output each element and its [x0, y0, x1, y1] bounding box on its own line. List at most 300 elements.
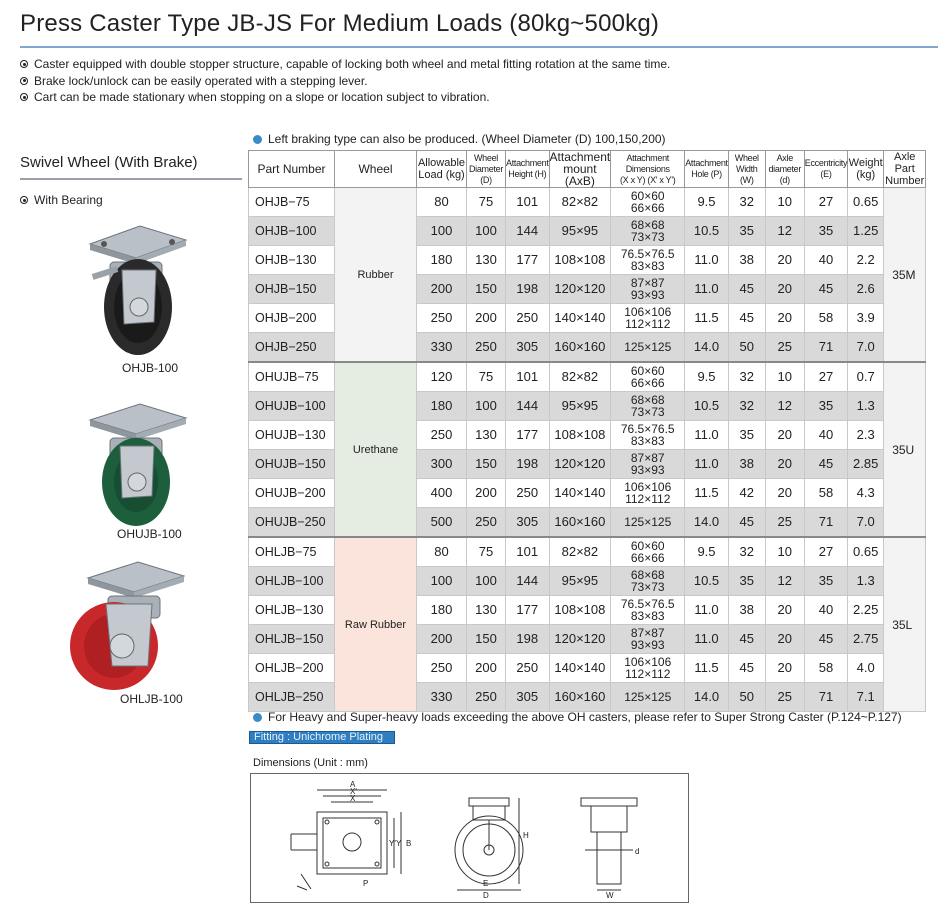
axle-cell: 20	[765, 421, 804, 450]
load-cell: 100	[417, 217, 467, 246]
dimension-drawing-svg	[251, 774, 688, 902]
image-caption: OHUJB-100	[117, 527, 182, 541]
attachment-dim-xy2: 83×83	[630, 259, 665, 273]
axle-cell: 20	[765, 479, 804, 508]
diam-cell: 250	[467, 508, 506, 538]
part-number-cell: OHLJB−100	[249, 567, 335, 596]
attachment-dim-xy2: 66×66	[630, 551, 665, 565]
with-bearing-text: With Bearing	[34, 193, 103, 207]
ecc-cell: 35	[804, 567, 847, 596]
mount-cell: 120×120	[549, 625, 611, 654]
dim-label-e: E	[483, 879, 489, 888]
weight-cell: 2.25	[848, 596, 884, 625]
weight-cell: 7.0	[848, 333, 884, 363]
load-cell: 300	[417, 450, 467, 479]
hole-cell: 9.5	[685, 537, 729, 567]
diam-cell: 200	[467, 654, 506, 683]
weight-cell: 4.3	[848, 479, 884, 508]
feature-text: Caster equipped with double stopper structure, capable of locking both wheel and metal fitting rotation at the same time.	[34, 57, 671, 71]
attachment-dimensions-cell	[611, 508, 685, 538]
width-cell: 35	[728, 217, 765, 246]
weight-cell: 1.3	[848, 392, 884, 421]
weight-cell: 3.9	[848, 304, 884, 333]
attachment-dimensions-cell	[611, 188, 685, 217]
diam-cell: 100	[467, 567, 506, 596]
width-cell: 45	[728, 625, 765, 654]
weight-cell: 4.0	[848, 654, 884, 683]
axle-cell: 20	[765, 304, 804, 333]
diam-cell: 130	[467, 596, 506, 625]
load-cell: 250	[417, 304, 467, 333]
ecc-cell: 27	[804, 537, 847, 567]
attachment-dim-xy: 125×125	[624, 515, 672, 529]
weight-cell: 2.6	[848, 275, 884, 304]
width-cell: 35	[728, 421, 765, 450]
weight-cell: 2.75	[848, 625, 884, 654]
col-attachment-height: Attachment Height (H)	[506, 151, 550, 188]
page-title: Press Caster Type JB-JS For Medium Loads (80kg~500kg)	[20, 10, 660, 37]
dim-label-w: W	[606, 891, 614, 900]
width-cell: 38	[728, 450, 765, 479]
mount-cell: 82×82	[549, 362, 611, 392]
width-cell: 35	[728, 567, 765, 596]
dimensions-label: Dimensions (Unit : mm)	[253, 757, 368, 769]
hole-cell: 11.0	[685, 625, 729, 654]
height-cell: 250	[506, 654, 550, 683]
caster-image-black	[82, 212, 190, 362]
col-wheel-width: Wheel Width (W)	[728, 151, 765, 188]
load-cell: 120	[417, 362, 467, 392]
note-left-braking	[253, 132, 666, 146]
part-number-cell: OHJB−250	[249, 333, 335, 363]
attachment-dimensions-cell	[611, 537, 685, 567]
hole-cell: 9.5	[685, 188, 729, 217]
ecc-cell: 45	[804, 450, 847, 479]
attachment-dim-xy2: 112×112	[625, 667, 671, 681]
col-eccentricity: Eccentricity (E)	[804, 151, 847, 188]
height-cell: 177	[506, 421, 550, 450]
mount-cell: 95×95	[549, 392, 611, 421]
attachment-dimensions-cell	[611, 275, 685, 304]
mount-cell: 82×82	[549, 537, 611, 567]
section-divider	[20, 178, 242, 180]
part-number-cell: OHUJB−75	[249, 362, 335, 392]
weight-cell: 0.7	[848, 362, 884, 392]
part-number-cell: OHUJB−200	[249, 479, 335, 508]
dim-label-p: P	[363, 879, 369, 888]
weight-cell: 7.1	[848, 683, 884, 712]
table-header-row	[249, 151, 926, 188]
col-weight: Weight (kg)	[848, 151, 884, 188]
title-divider	[20, 46, 938, 48]
hole-cell: 11.5	[685, 304, 729, 333]
image-caption: OHLJB-100	[120, 692, 183, 706]
width-cell: 38	[728, 596, 765, 625]
ecc-cell: 40	[804, 421, 847, 450]
attachment-dim-xy: 76.5×76.5	[620, 247, 675, 261]
attachment-dim-xy2: 93×93	[630, 463, 665, 477]
feature-list	[20, 56, 670, 106]
ecc-cell: 35	[804, 392, 847, 421]
height-cell: 305	[506, 508, 550, 538]
radio-bullet-icon	[20, 60, 28, 68]
mount-cell: 108×108	[549, 596, 611, 625]
height-cell: 101	[506, 537, 550, 567]
caster-image-green	[82, 400, 190, 530]
diam-cell: 130	[467, 421, 506, 450]
load-cell: 80	[417, 537, 467, 567]
feature-text: Cart can be made stationary when stopping on a slope or location subject to vibration.	[34, 90, 490, 104]
height-cell: 305	[506, 683, 550, 712]
load-cell: 500	[417, 508, 467, 538]
dim-label-y: Y	[396, 839, 402, 848]
note-text: For Heavy and Super-heavy loads exceeding the above OH casters, please refer to Super Strong Caster (P.124~P.127)	[268, 710, 902, 724]
attachment-dimensions-cell	[611, 392, 685, 421]
height-cell: 101	[506, 188, 550, 217]
hole-cell: 11.0	[685, 450, 729, 479]
ecc-cell: 27	[804, 188, 847, 217]
attachment-dimensions-cell	[611, 304, 685, 333]
width-cell: 32	[728, 188, 765, 217]
wheel-material-cell: Rubber	[335, 188, 417, 363]
attachment-dimensions-cell	[611, 654, 685, 683]
diam-cell: 250	[467, 333, 506, 363]
wheel-material-cell: Urethane	[335, 362, 417, 537]
diam-cell: 100	[467, 392, 506, 421]
dim-label-b: B	[406, 839, 412, 848]
height-cell: 198	[506, 450, 550, 479]
part-number-cell: OHUJB−150	[249, 450, 335, 479]
weight-cell: 1.3	[848, 567, 884, 596]
hole-cell: 11.0	[685, 596, 729, 625]
height-cell: 177	[506, 596, 550, 625]
dim-label-axle-d: d	[635, 847, 640, 856]
width-cell: 42	[728, 479, 765, 508]
axle-cell: 10	[765, 188, 804, 217]
hole-cell: 10.5	[685, 217, 729, 246]
mount-cell: 140×140	[549, 654, 611, 683]
blue-dot-icon	[253, 713, 262, 722]
attachment-dimensions-cell	[611, 567, 685, 596]
mount-cell: 108×108	[549, 421, 611, 450]
mount-cell: 120×120	[549, 450, 611, 479]
hole-cell: 14.0	[685, 333, 729, 363]
height-cell: 144	[506, 392, 550, 421]
col-attachment-dimensions: Attachment Dimensions (X x Y) (X' x Y')	[611, 151, 685, 188]
part-number-cell: OHLJB−200	[249, 654, 335, 683]
height-cell: 198	[506, 625, 550, 654]
part-number-cell: OHJB−130	[249, 246, 335, 275]
load-cell: 180	[417, 246, 467, 275]
ecc-cell: 58	[804, 304, 847, 333]
attachment-dim-xy: 68×68	[630, 393, 665, 407]
load-cell: 100	[417, 567, 467, 596]
height-cell: 198	[506, 275, 550, 304]
diam-cell: 100	[467, 217, 506, 246]
axle-cell: 25	[765, 333, 804, 363]
table-row	[249, 188, 926, 217]
attachment-dim-xy: 76.5×76.5	[620, 422, 675, 436]
table-row	[249, 362, 926, 392]
attachment-dim-xy2: 66×66	[630, 376, 665, 390]
attachment-dim-xy2: 73×73	[630, 230, 665, 244]
attachment-dim-xy2: 112×112	[625, 492, 671, 506]
load-cell: 330	[417, 683, 467, 712]
weight-cell: 0.65	[848, 537, 884, 567]
radio-bullet-icon	[20, 196, 28, 204]
diam-cell: 150	[467, 275, 506, 304]
width-cell: 45	[728, 508, 765, 538]
hole-cell: 11.0	[685, 275, 729, 304]
height-cell: 101	[506, 362, 550, 392]
attachment-dim-xy: 87×87	[630, 451, 665, 465]
hole-cell: 11.5	[685, 654, 729, 683]
axle-cell: 12	[765, 392, 804, 421]
attachment-dim-xy2: 83×83	[630, 434, 665, 448]
load-cell: 250	[417, 421, 467, 450]
weight-cell: 0.65	[848, 188, 884, 217]
axle-cell: 25	[765, 508, 804, 538]
diam-cell: 75	[467, 362, 506, 392]
attachment-dim-xy2: 73×73	[630, 405, 665, 419]
ecc-cell: 45	[804, 275, 847, 304]
part-number-cell: OHJB−200	[249, 304, 335, 333]
load-cell: 80	[417, 188, 467, 217]
ecc-cell: 71	[804, 508, 847, 538]
attachment-dimensions-cell	[611, 246, 685, 275]
attachment-dim-xy: 87×87	[630, 276, 665, 290]
attachment-dim-xy: 106×106	[624, 305, 672, 319]
attachment-dim-xy: 87×87	[630, 626, 665, 640]
attachment-dim-xy: 76.5×76.5	[620, 597, 675, 611]
feature-text: Brake lock/unlock can be easily operated with a stepping lever.	[34, 73, 368, 88]
diam-cell: 150	[467, 450, 506, 479]
width-cell: 32	[728, 537, 765, 567]
col-attachment-mount: Attachment mount (AxB)	[549, 150, 611, 188]
attachment-dim-xy: 60×60	[630, 189, 665, 203]
note-text: Left braking type can also be produced. (Wheel Diameter (D) 100,150,200)	[268, 132, 666, 146]
col-attachment-hole: Attachment Hole (P)	[685, 151, 729, 188]
width-cell: 45	[728, 654, 765, 683]
axle-part-number-cell: 35U	[884, 362, 926, 537]
fitting-label: Fitting : Unichrome Plating	[249, 731, 395, 744]
weight-cell: 2.2	[848, 246, 884, 275]
attachment-dim-xy2: 93×93	[630, 638, 665, 652]
dim-label-x2: X'	[350, 787, 357, 796]
diam-cell: 200	[467, 304, 506, 333]
col-wheel: Wheel	[335, 151, 417, 188]
attachment-dim-xy: 125×125	[624, 340, 672, 354]
axle-part-number-cell: 35L	[884, 537, 926, 712]
attachment-dim-xy: 60×60	[630, 364, 665, 378]
mount-cell: 140×140	[549, 304, 611, 333]
col-axle-part-number: Axle Part Number	[885, 151, 925, 187]
part-number-cell: OHJB−150	[249, 275, 335, 304]
mount-cell: 95×95	[549, 217, 611, 246]
spec-table	[248, 150, 926, 712]
axle-cell: 20	[765, 450, 804, 479]
attachment-dim-xy: 68×68	[630, 218, 665, 232]
ecc-cell: 71	[804, 333, 847, 363]
ecc-cell: 45	[804, 625, 847, 654]
mount-cell: 120×120	[549, 275, 611, 304]
attachment-dim-xy: 106×106	[624, 480, 672, 494]
dimension-drawing	[250, 773, 689, 903]
attachment-dim-xy2: 83×83	[630, 609, 665, 623]
height-cell: 144	[506, 217, 550, 246]
col-part-number: Part Number	[249, 151, 335, 188]
attachment-dimensions-cell	[611, 362, 685, 392]
with-bearing-label	[20, 193, 103, 207]
mount-cell: 82×82	[549, 188, 611, 217]
part-number-cell: OHLJB−75	[249, 537, 335, 567]
image-caption: OHJB-100	[122, 361, 179, 375]
mount-cell: 160×160	[549, 508, 611, 538]
mount-cell: 108×108	[549, 246, 611, 275]
part-number-cell: OHLJB−150	[249, 625, 335, 654]
feature-item	[20, 73, 670, 90]
diam-cell: 150	[467, 625, 506, 654]
attachment-dim-xy: 68×68	[630, 568, 665, 582]
height-cell: 250	[506, 304, 550, 333]
attachment-dimensions-cell	[611, 450, 685, 479]
diam-cell: 250	[467, 683, 506, 712]
weight-cell: 2.85	[848, 450, 884, 479]
attachment-dim-xy2: 66×66	[630, 201, 665, 215]
load-cell: 330	[417, 333, 467, 363]
width-cell: 50	[728, 683, 765, 712]
mount-cell: 140×140	[549, 479, 611, 508]
width-cell: 38	[728, 246, 765, 275]
attachment-dim-xy2: 112×112	[625, 317, 671, 331]
hole-cell: 10.5	[685, 392, 729, 421]
attachment-dim-xy2: 93×93	[630, 288, 665, 302]
axle-cell: 20	[765, 275, 804, 304]
attachment-dimensions-cell	[611, 596, 685, 625]
hole-cell: 11.0	[685, 421, 729, 450]
section-title: Swivel Wheel (With Brake)	[20, 154, 198, 171]
attachment-dimensions-cell	[611, 625, 685, 654]
diam-cell: 75	[467, 537, 506, 567]
attachment-dimensions-cell	[611, 333, 685, 363]
diam-cell: 130	[467, 246, 506, 275]
feature-item	[20, 56, 670, 73]
table-row	[249, 537, 926, 567]
weight-cell: 2.3	[848, 421, 884, 450]
dim-label-d: D	[483, 891, 489, 900]
dim-label-x: X	[350, 794, 356, 803]
note-heavy-loads	[253, 710, 902, 724]
feature-item	[20, 89, 670, 106]
ecc-cell: 40	[804, 246, 847, 275]
load-cell: 400	[417, 479, 467, 508]
axle-cell: 12	[765, 217, 804, 246]
width-cell: 45	[728, 304, 765, 333]
height-cell: 177	[506, 246, 550, 275]
part-number-cell: OHLJB−130	[249, 596, 335, 625]
height-cell: 144	[506, 567, 550, 596]
axle-cell: 12	[765, 567, 804, 596]
col-allowable-load: Allowable Load (kg)	[417, 151, 467, 188]
blue-dot-icon	[253, 135, 262, 144]
width-cell: 32	[728, 392, 765, 421]
width-cell: 32	[728, 362, 765, 392]
ecc-cell: 58	[804, 479, 847, 508]
mount-cell: 160×160	[549, 333, 611, 363]
axle-cell: 10	[765, 537, 804, 567]
width-cell: 50	[728, 333, 765, 363]
axle-cell: 20	[765, 596, 804, 625]
part-number-cell: OHUJB−130	[249, 421, 335, 450]
attachment-dim-xy: 106×106	[624, 655, 672, 669]
load-cell: 180	[417, 392, 467, 421]
axle-cell: 25	[765, 683, 804, 712]
caster-image-red	[66, 556, 186, 694]
attachment-dimensions-cell	[611, 217, 685, 246]
hole-cell: 14.0	[685, 683, 729, 712]
radio-bullet-icon	[20, 93, 28, 101]
axle-cell: 20	[765, 625, 804, 654]
axle-cell: 20	[765, 246, 804, 275]
load-cell: 200	[417, 625, 467, 654]
load-cell: 180	[417, 596, 467, 625]
attachment-dim-xy: 60×60	[630, 539, 665, 553]
part-number-cell: OHUJB−100	[249, 392, 335, 421]
attachment-dimensions-cell	[611, 683, 685, 712]
axle-cell: 10	[765, 362, 804, 392]
axle-cell: 20	[765, 654, 804, 683]
weight-cell: 7.0	[848, 508, 884, 538]
attachment-dim-xy2: 73×73	[630, 580, 665, 594]
weight-cell: 1.25	[848, 217, 884, 246]
part-number-cell: OHJB−100	[249, 217, 335, 246]
hole-cell: 11.5	[685, 479, 729, 508]
diam-cell: 200	[467, 479, 506, 508]
ecc-cell: 40	[804, 596, 847, 625]
load-cell: 250	[417, 654, 467, 683]
diam-cell: 75	[467, 188, 506, 217]
attachment-dim-xy: 125×125	[624, 690, 672, 704]
load-cell: 200	[417, 275, 467, 304]
ecc-cell: 58	[804, 654, 847, 683]
hole-cell: 10.5	[685, 567, 729, 596]
dim-label-y2: Y'	[389, 839, 396, 848]
attachment-dimensions-cell	[611, 479, 685, 508]
ecc-cell: 35	[804, 217, 847, 246]
col-axle-diameter: Axle diameter (d)	[765, 151, 804, 188]
width-cell: 45	[728, 275, 765, 304]
wheel-material-cell: Raw Rubber	[335, 537, 417, 712]
table-body	[249, 188, 926, 712]
hole-cell: 14.0	[685, 508, 729, 538]
radio-bullet-icon	[20, 77, 28, 85]
part-number-cell: OHLJB−250	[249, 683, 335, 712]
part-number-cell: OHUJB−250	[249, 508, 335, 538]
ecc-cell: 71	[804, 683, 847, 712]
hole-cell: 11.0	[685, 246, 729, 275]
col-wheel-diameter: Wheel Diameter (D)	[467, 151, 506, 188]
axle-part-number-cell: 35M	[884, 188, 926, 363]
attachment-dimensions-cell	[611, 421, 685, 450]
dim-label-a: A	[350, 780, 356, 789]
hole-cell: 9.5	[685, 362, 729, 392]
part-number-cell: OHJB−75	[249, 188, 335, 217]
mount-cell: 160×160	[549, 683, 611, 712]
dim-label-h: H	[523, 831, 529, 840]
height-cell: 250	[506, 479, 550, 508]
ecc-cell: 27	[804, 362, 847, 392]
height-cell: 305	[506, 333, 550, 363]
